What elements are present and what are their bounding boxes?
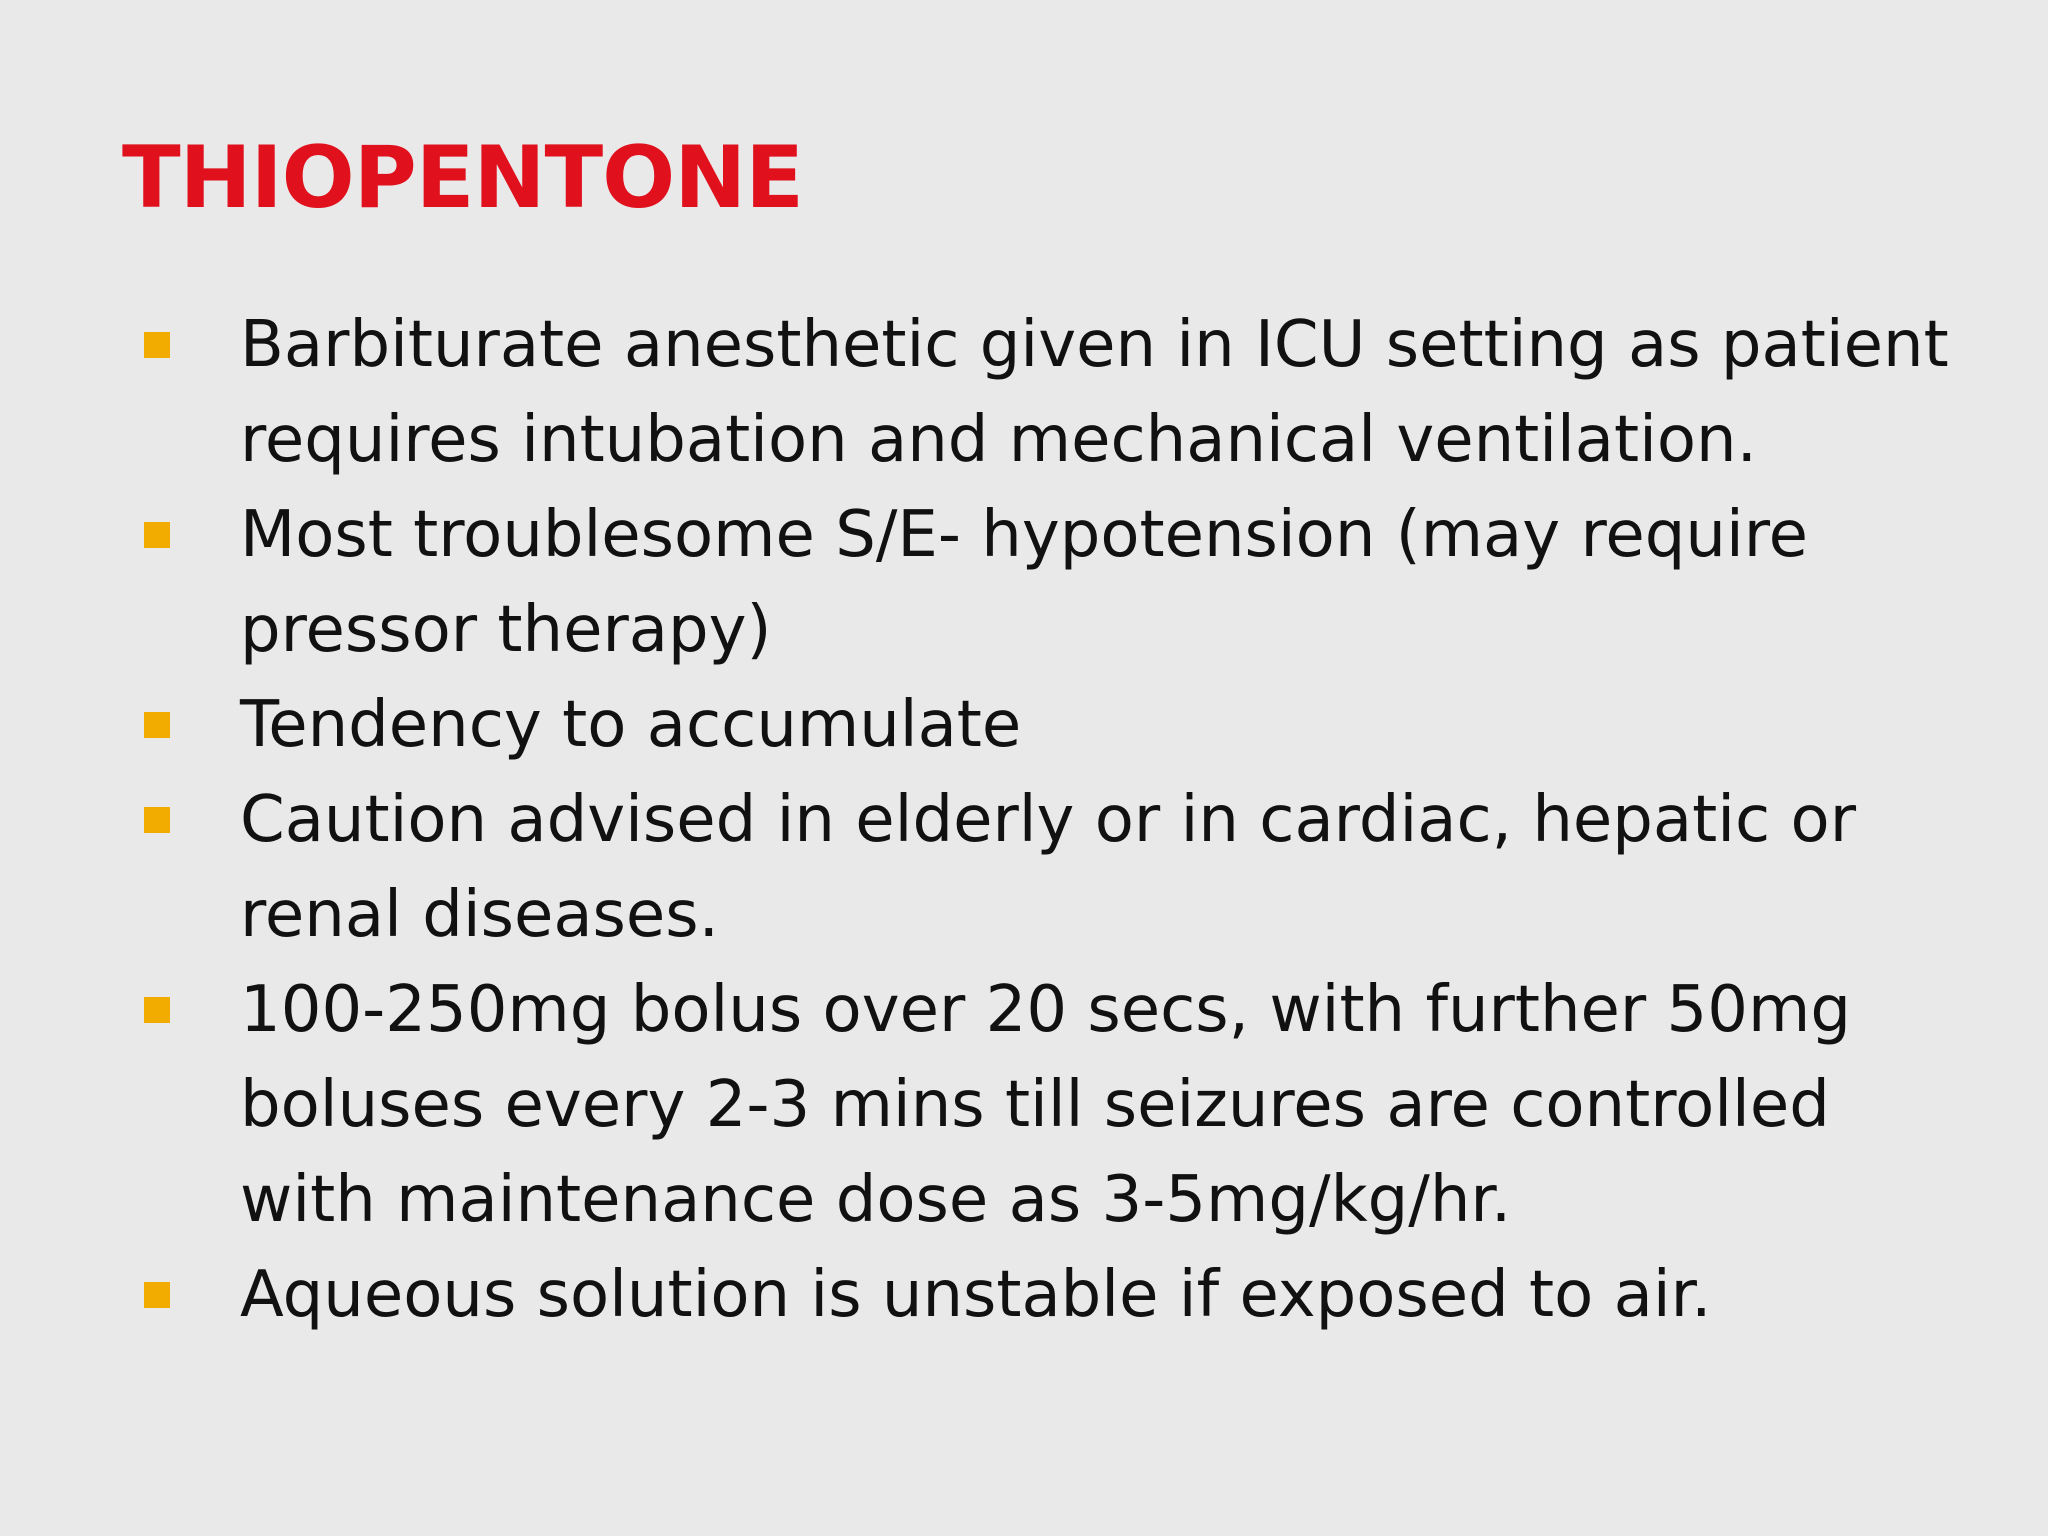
bullet-list — [144, 298, 1964, 1343]
square-bullet-icon — [144, 1282, 170, 1308]
bullet-text: Caution advised in elderly or in cardiac, hepatic or renal diseases. — [240, 783, 1856, 952]
bullet-item — [144, 678, 1964, 773]
bullet-text: Tendency to accumulate — [240, 688, 1022, 762]
bullet-text: 100-250mg bolus over 20 secs, with further 50mg boluses every 2-3 mins till seizures are controlled with maintenance dose as 3-5mg/kg/hr. — [240, 973, 1851, 1237]
square-bullet-icon — [144, 807, 170, 833]
bullet-item — [144, 773, 1964, 963]
bullet-text: Most troublesome S/E- hypotension (may require pressor therapy) — [240, 498, 1808, 667]
bullet-item — [144, 488, 1964, 678]
bullet-item — [144, 298, 1964, 488]
square-bullet-icon — [144, 332, 170, 358]
square-bullet-icon — [144, 997, 170, 1023]
bullet-item — [144, 963, 1964, 1248]
square-bullet-icon — [144, 712, 170, 738]
bullet-text: Aqueous solution is unstable if exposed to air. — [240, 1258, 1712, 1332]
bullet-text: Barbiturate anesthetic given in ICU setting as patient requires intubation and mechanical ventilation. — [240, 308, 1949, 477]
bullet-item — [144, 1248, 1964, 1343]
square-bullet-icon — [144, 522, 170, 548]
slide-title: THIOPENTONE — [122, 128, 803, 228]
